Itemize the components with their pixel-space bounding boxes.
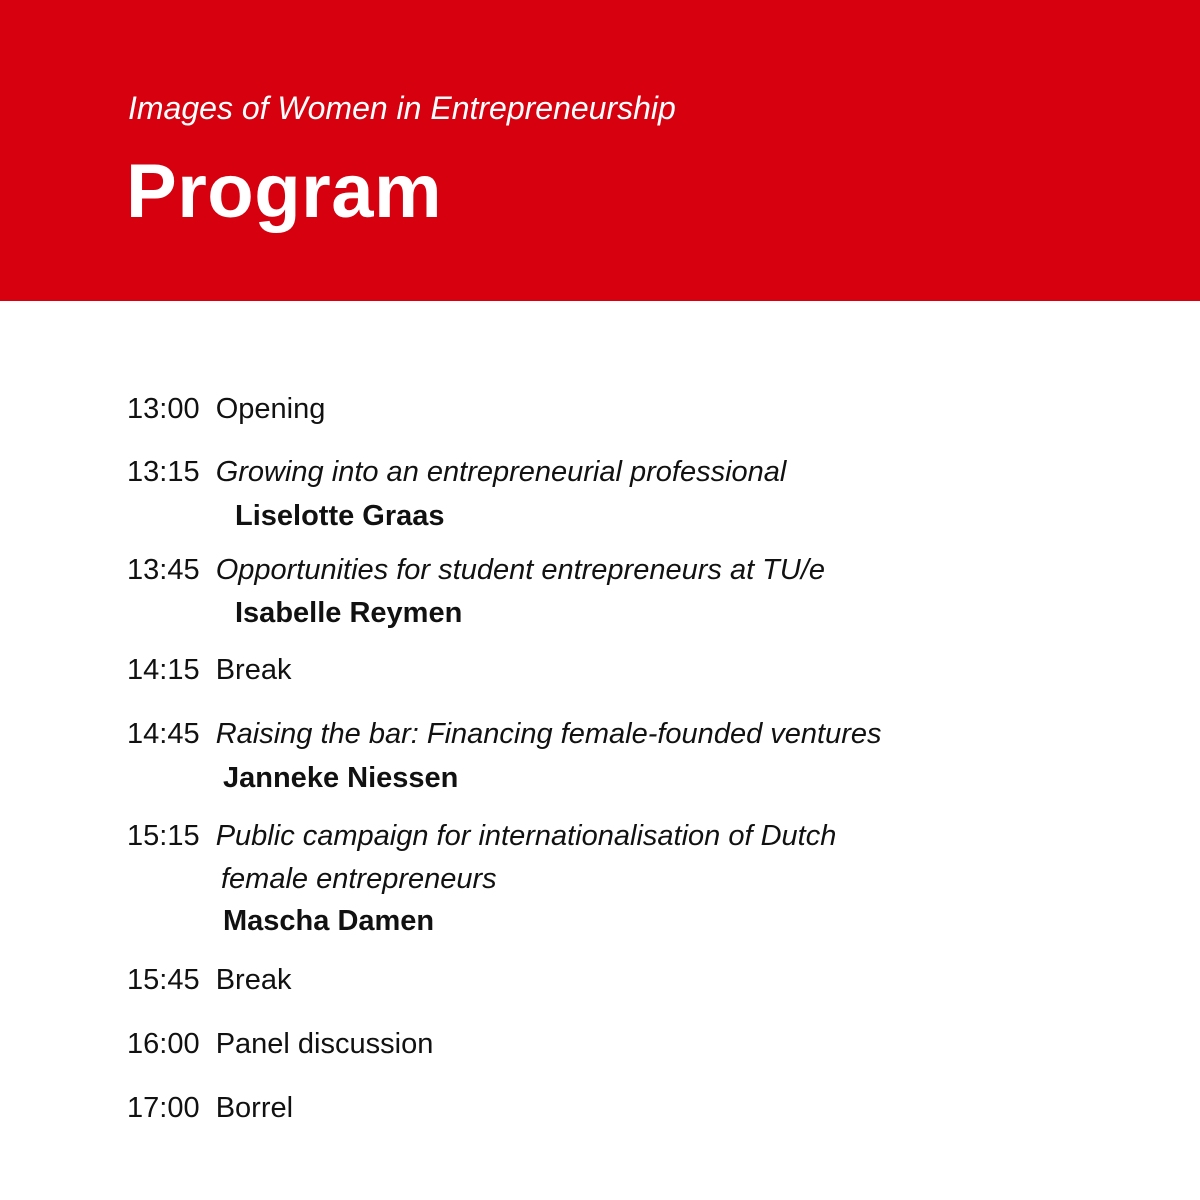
page-title: Program (126, 149, 443, 234)
program-label: Raising the bar: Financing female-founded ventures (215, 718, 882, 750)
program-item (127, 450, 786, 494)
program-time: 13:15 (127, 456, 208, 488)
program-label: Opening (215, 393, 326, 425)
program-label: Borrel (215, 1092, 294, 1124)
program-time: 13:00 (127, 393, 208, 425)
program-time: 13:45 (127, 554, 208, 586)
program-label: Growing into an entrepreneurial professional (215, 456, 787, 488)
program-item (127, 1022, 433, 1066)
program-label: Break (215, 964, 292, 996)
program-item (127, 1086, 293, 1130)
program-label: Opportunities for student entrepreneurs at TU/e (215, 554, 826, 586)
program-label: Break (215, 654, 292, 686)
header-banner (0, 0, 1200, 301)
program-time: 14:15 (127, 654, 208, 686)
speaker-name: Janneke Niessen (223, 762, 459, 794)
program-item (127, 814, 836, 858)
speaker-name: Mascha Damen (223, 905, 435, 937)
program-time: 15:45 (127, 964, 208, 996)
program-item (127, 387, 325, 431)
program-time: 15:15 (127, 820, 208, 852)
speaker-name: Isabelle Reymen (235, 597, 463, 629)
program-time: 14:45 (127, 718, 208, 750)
program-label: Public campaign for internationalisation of Dutch (215, 820, 837, 852)
program-label-continued: female entrepreneurs (221, 863, 497, 895)
program-time: 17:00 (127, 1092, 208, 1124)
program-item (127, 648, 291, 692)
program-time: 16:00 (127, 1028, 208, 1060)
program-item (127, 958, 291, 1002)
event-subtitle: Images of Women in Entrepreneurship (128, 90, 676, 126)
program-item (127, 712, 882, 756)
program-item (127, 548, 825, 592)
program-label: Panel discussion (215, 1028, 434, 1060)
speaker-name: Liselotte Graas (235, 500, 445, 532)
